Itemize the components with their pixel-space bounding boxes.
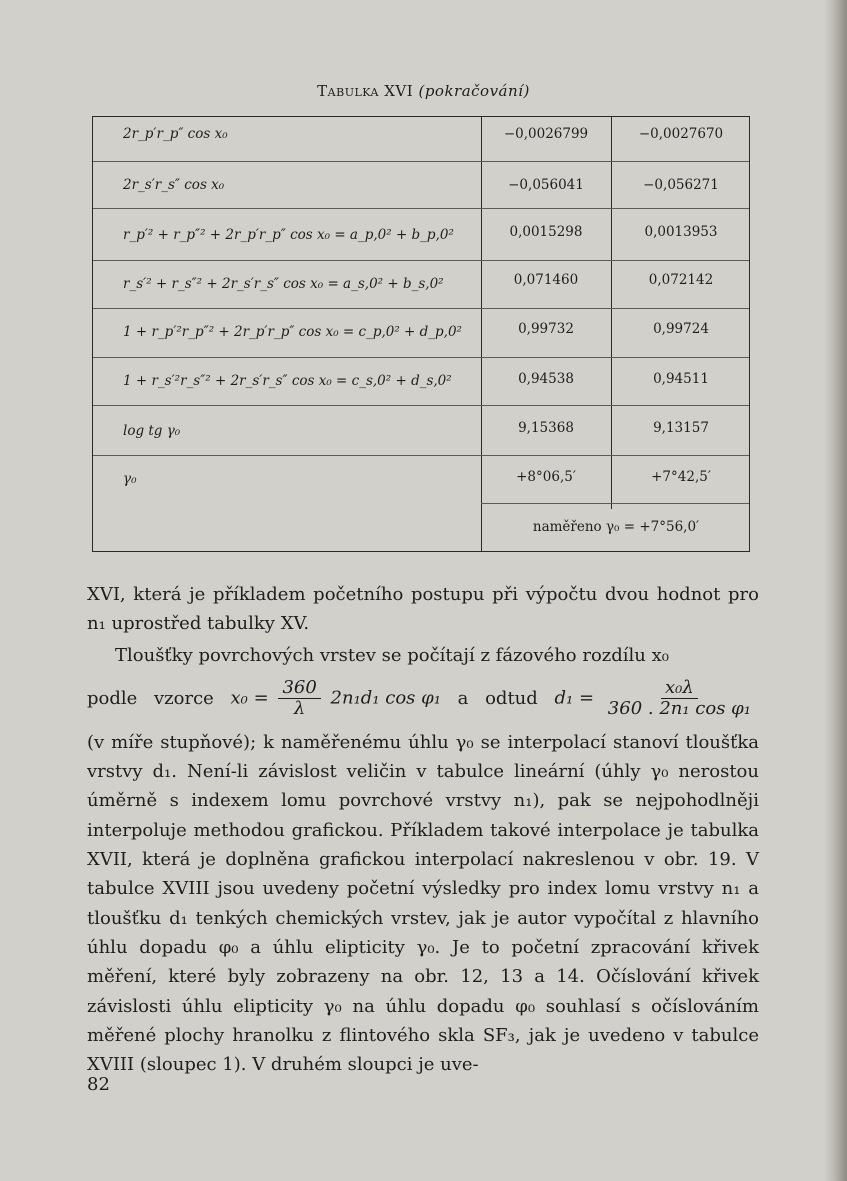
formula-word: odtud (485, 688, 538, 710)
row-label: 2r_p′r_p″ cos x₀ (123, 126, 228, 142)
row-divider (481, 503, 749, 504)
page-number: 82 (87, 1074, 110, 1095)
formula-lhs2-text: d₁ = (554, 687, 595, 709)
row-label: 2r_s′r_s″ cos x₀ (123, 177, 225, 193)
row-value-1: +8°06,5′ (516, 469, 576, 485)
row-value-2: 0,0013953 (644, 224, 718, 240)
formula-word: a (457, 688, 469, 710)
column-divider (611, 117, 612, 509)
row-value-1: −0,056041 (508, 177, 584, 193)
fraction (604, 678, 755, 719)
row-value-1: 0,071460 (513, 272, 579, 288)
formula-lhs-text: x₀ = (230, 687, 269, 709)
table-caption (0, 82, 847, 100)
row-label: 1 + r_p′²r_p″² + 2r_p′r_p″ cos x₀ = c_p,0² + d_p,0² (123, 324, 462, 340)
paragraph: (v míře stupňové); k naměřenému úhlu γ₀ se interpolací stanoví tloušťka vrstvy d₁. Není-li závislost veličin v tabulce lineární (úhly γ₀ nerostou úměrně s indexem lomu povrchové vrstvy n₁), pak se nejpohodlněji interpoluje methodou grafickou. Příkladem takové interpolace je tabulka XVII, která je doplněna grafickou interpolací nakreslenou v obr. 19. V tabulce XVIII jsou uvedeny početní výsledky pro index lomu vrstvy n₁ a tloušťku d₁ tenkých chemických vrstev, jak je autor vypočítal z hlavního úhlu dopadu φ₀ a úhlu elipticity γ₀. Je to početní zpracování křivek měření, které byly zobrazeny na obr. 12, 13 a 14. Očíslování křivek závislosti úhlu elipticity γ₀ na úhlu dopadu φ₀ souhlasí s očíslováním měřené plochy hranolku z flintového skla SF₃, jak je uvedeno v tabulce XVIII (sloupec 1). V druhém sloupci je uve- (87, 731, 759, 1076)
formula-lhs (231, 678, 441, 719)
fraction-denominator: 360 . 2n₁ cos φ₁ (607, 698, 751, 720)
row-value-2: −0,0027670 (638, 126, 724, 142)
row-divider (93, 357, 749, 358)
fraction-denominator: λ (293, 698, 306, 720)
row-label: γ₀ (123, 471, 137, 487)
row-value-2: 9,13157 (653, 420, 709, 436)
row-divider (93, 405, 749, 406)
formula-word: vzorce (154, 688, 214, 710)
row-label: r_s′² + r_s″² + 2r_s′r_s″ cos x₀ = a_s,0² + b_s,0² (123, 276, 444, 292)
row-value-2: −0,056271 (643, 177, 719, 193)
formula-line (87, 670, 759, 728)
caption-subtitle: (pokračování) (418, 82, 530, 100)
row-divider (93, 455, 749, 456)
row-value-2: 0,99724 (653, 321, 709, 337)
fraction-numerator: x₀λ (661, 678, 698, 699)
formula-word: podle (87, 688, 138, 710)
row-value-1: 0,94538 (518, 371, 574, 387)
row-value-2: 0,94511 (653, 371, 709, 387)
data-table (92, 116, 750, 552)
page-edge (825, 0, 847, 1181)
row-value-2: 0,072142 (648, 272, 714, 288)
fraction-numerator: 360 (278, 678, 320, 699)
paragraph: XVI, která je příkladem početního postupu při výpočtu dvou hodnot pro n₁ uprostřed tabulky XV. (87, 584, 759, 635)
row-divider (93, 161, 749, 162)
row-value-1: 9,15368 (518, 420, 574, 436)
measured-value: naměřeno γ₀ = +7°56,0′ (532, 519, 700, 535)
formula-rhs (555, 678, 759, 719)
row-value-1: 0,99732 (518, 321, 574, 337)
row-label: log tg γ₀ (123, 423, 181, 439)
paragraph: Tloušťky povrchových vrstev se počítají z fázového rozdílu x₀ (115, 644, 669, 666)
caption-title: Tabulka XVI (317, 82, 414, 100)
formula-rest: 2n₁d₁ cos φ₁ (330, 687, 441, 709)
row-value-1: −0,0026799 (503, 126, 589, 142)
row-divider (93, 308, 749, 309)
row-label: r_p′² + r_p″² + 2r_p′r_p″ cos x₀ = a_p,0² + b_p,0² (123, 227, 454, 243)
row-divider (93, 208, 749, 209)
body-text (87, 580, 759, 1079)
row-label: 1 + r_s′²r_s″² + 2r_s′r_s″ cos x₀ = c_s,0² + d_s,0² (123, 373, 452, 389)
row-value-2: +7°42,5′ (651, 469, 711, 485)
fraction (278, 678, 320, 719)
row-value-1: 0,0015298 (509, 224, 583, 240)
row-divider (93, 260, 749, 261)
